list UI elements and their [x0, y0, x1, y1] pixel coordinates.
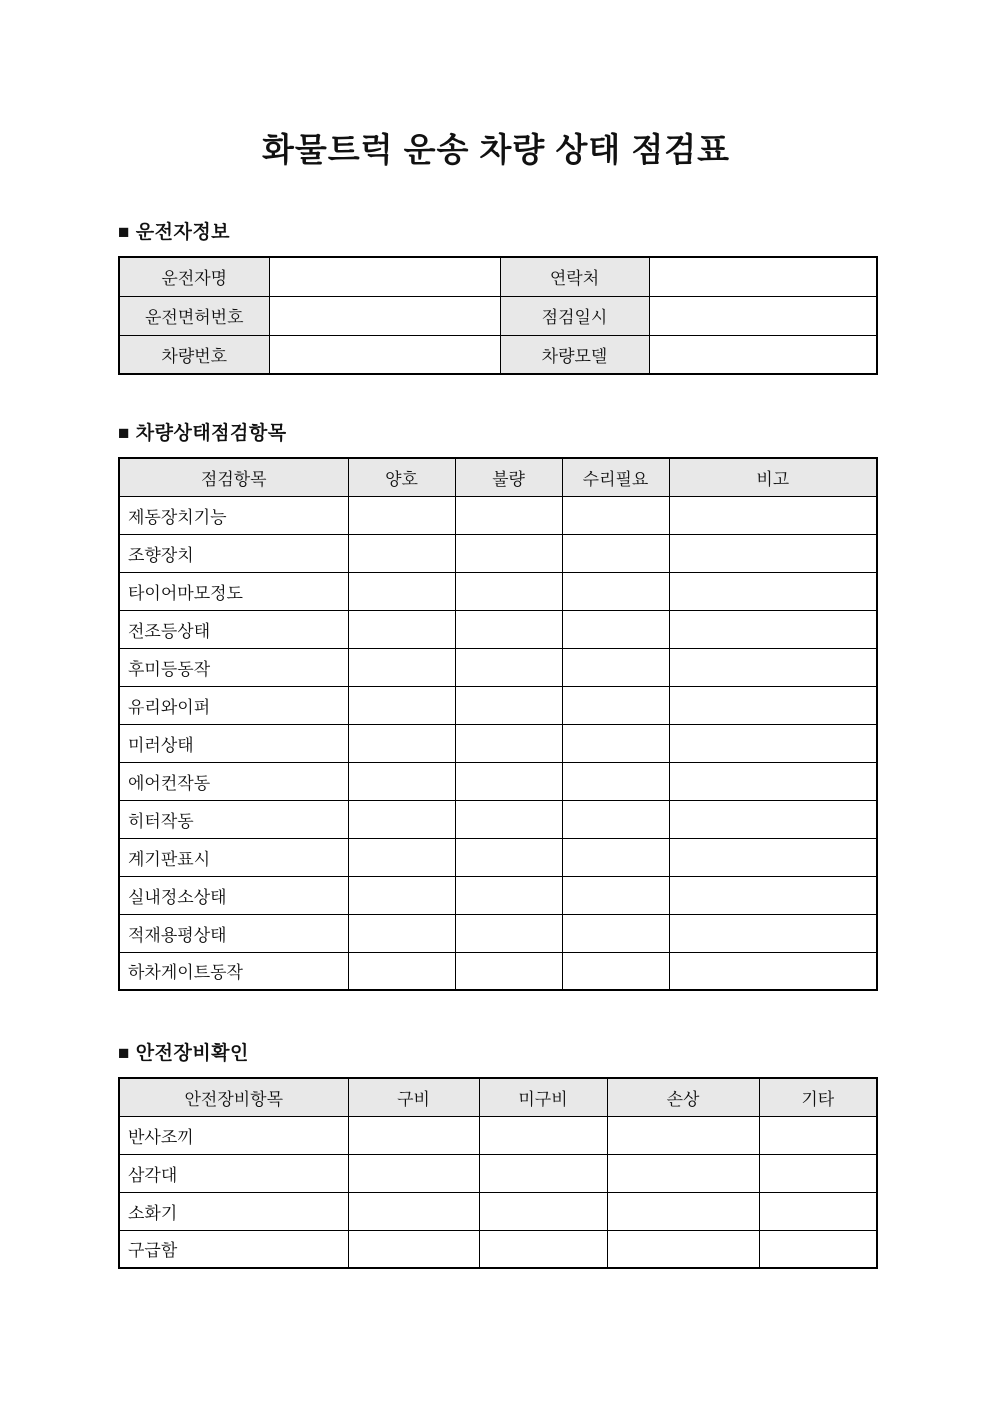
inspection-datetime-label: 점검일시 [500, 296, 649, 335]
bad-check-cell[interactable] [455, 838, 562, 876]
good-check-cell[interactable] [348, 876, 455, 914]
bad-check-cell[interactable] [455, 914, 562, 952]
not-equipped-check-cell[interactable] [479, 1230, 607, 1268]
table-row [119, 1154, 877, 1192]
table-row [119, 296, 877, 335]
check-item-label: 타이어마모정도 [119, 572, 348, 610]
safety-equipment-heading: ■ 안전장비확인 [118, 1043, 249, 1064]
column-header-damaged: 손상 [607, 1078, 759, 1116]
remarks-input-cell[interactable] [669, 762, 877, 800]
vehicle-check-heading: ■ 차량상태점검항목 [118, 423, 287, 444]
repair-check-cell[interactable] [562, 648, 669, 686]
bad-check-cell[interactable] [455, 534, 562, 572]
good-check-cell[interactable] [348, 838, 455, 876]
equipment-item-label: 삼각대 [119, 1154, 348, 1192]
remarks-input-cell[interactable] [669, 496, 877, 534]
table-row [119, 610, 877, 648]
check-item-label: 미러상태 [119, 724, 348, 762]
bad-check-cell[interactable] [455, 648, 562, 686]
table-row [119, 648, 877, 686]
contact-input-cell[interactable] [649, 257, 877, 296]
not-equipped-check-cell[interactable] [479, 1116, 607, 1154]
license-number-input-cell[interactable] [269, 296, 500, 335]
remarks-input-cell[interactable] [669, 914, 877, 952]
check-item-label: 히터작동 [119, 800, 348, 838]
safety-equipment-table [118, 1077, 878, 1269]
table-row [119, 762, 877, 800]
table-row [119, 838, 877, 876]
remarks-input-cell[interactable] [669, 800, 877, 838]
check-item-label: 제동장치기능 [119, 496, 348, 534]
check-item-label: 전조등상태 [119, 610, 348, 648]
repair-check-cell[interactable] [562, 838, 669, 876]
equipment-item-label: 반사조끼 [119, 1116, 348, 1154]
repair-check-cell[interactable] [562, 496, 669, 534]
check-item-label: 하차게이트동작 [119, 952, 348, 990]
remarks-input-cell[interactable] [669, 876, 877, 914]
other-check-cell[interactable] [759, 1154, 877, 1192]
good-check-cell[interactable] [348, 952, 455, 990]
good-check-cell[interactable] [348, 610, 455, 648]
check-item-label: 계기판표시 [119, 838, 348, 876]
repair-check-cell[interactable] [562, 800, 669, 838]
column-header-other: 기타 [759, 1078, 877, 1116]
repair-check-cell[interactable] [562, 952, 669, 990]
column-header-item: 점검항목 [119, 458, 348, 496]
good-check-cell[interactable] [348, 686, 455, 724]
driver-info-heading: ■ 운전자정보 [118, 222, 231, 243]
license-number-label: 운전면허번호 [119, 296, 269, 335]
check-item-label: 에어컨작동 [119, 762, 348, 800]
column-header-remarks: 비고 [669, 458, 877, 496]
remarks-input-cell[interactable] [669, 534, 877, 572]
table-row [119, 1192, 877, 1230]
contact-label: 연락처 [500, 257, 649, 296]
repair-check-cell[interactable] [562, 686, 669, 724]
good-check-cell[interactable] [348, 762, 455, 800]
bad-check-cell[interactable] [455, 572, 562, 610]
not-equipped-check-cell[interactable] [479, 1192, 607, 1230]
remarks-input-cell[interactable] [669, 610, 877, 648]
remarks-input-cell[interactable] [669, 838, 877, 876]
table-row [119, 724, 877, 762]
table-row [119, 876, 877, 914]
check-item-label: 조향장치 [119, 534, 348, 572]
remarks-input-cell[interactable] [669, 724, 877, 762]
vehicle-number-input-cell[interactable] [269, 335, 500, 374]
check-item-label: 유리와이퍼 [119, 686, 348, 724]
repair-check-cell[interactable] [562, 762, 669, 800]
table-row [119, 534, 877, 572]
driver-info-table [118, 256, 878, 375]
other-check-cell[interactable] [759, 1192, 877, 1230]
column-header-not-equipped: 미구비 [479, 1078, 607, 1116]
table-header-row [119, 458, 877, 496]
good-check-cell[interactable] [348, 914, 455, 952]
bad-check-cell[interactable] [455, 762, 562, 800]
table-row [119, 1230, 877, 1268]
document-body [118, 220, 876, 1269]
vehicle-number-label: 차량번호 [119, 335, 269, 374]
vehicle-model-input-cell[interactable] [649, 335, 877, 374]
not-equipped-check-cell[interactable] [479, 1154, 607, 1192]
other-check-cell[interactable] [759, 1116, 877, 1154]
document-title: 화물트럭 운송 차량 상태 점검표 [261, 131, 731, 168]
bad-check-cell[interactable] [455, 686, 562, 724]
table-row [119, 257, 877, 296]
table-header-row [119, 1078, 877, 1116]
equipped-check-cell[interactable] [348, 1192, 479, 1230]
column-header-equipped: 구비 [348, 1078, 479, 1116]
bad-check-cell[interactable] [455, 876, 562, 914]
check-item-label: 적재용평상태 [119, 914, 348, 952]
good-check-cell[interactable] [348, 724, 455, 762]
table-row [119, 914, 877, 952]
repair-check-cell[interactable] [562, 914, 669, 952]
vehicle-check-table [118, 457, 878, 991]
remarks-input-cell[interactable] [669, 648, 877, 686]
bad-check-cell[interactable] [455, 952, 562, 990]
good-check-cell[interactable] [348, 496, 455, 534]
table-row [119, 572, 877, 610]
damaged-check-cell[interactable] [607, 1192, 759, 1230]
table-row [119, 1116, 877, 1154]
inspection-datetime-input-cell[interactable] [649, 296, 877, 335]
good-check-cell[interactable] [348, 572, 455, 610]
column-header-equipment-item: 안전장비항목 [119, 1078, 348, 1116]
driver-name-input-cell[interactable] [269, 257, 500, 296]
table-row [119, 686, 877, 724]
check-item-label: 후미등동작 [119, 648, 348, 686]
column-header-bad: 불량 [455, 458, 562, 496]
table-row [119, 800, 877, 838]
repair-check-cell[interactable] [562, 534, 669, 572]
repair-check-cell[interactable] [562, 610, 669, 648]
bad-check-cell[interactable] [455, 724, 562, 762]
damaged-check-cell[interactable] [607, 1154, 759, 1192]
equipment-item-label: 소화기 [119, 1192, 348, 1230]
vehicle-model-label: 차량모델 [500, 335, 649, 374]
table-row [119, 335, 877, 374]
remarks-input-cell[interactable] [669, 952, 877, 990]
equipped-check-cell[interactable] [348, 1116, 479, 1154]
column-header-good: 양호 [348, 458, 455, 496]
remarks-input-cell[interactable] [669, 572, 877, 610]
bad-check-cell[interactable] [455, 496, 562, 534]
bad-check-cell[interactable] [455, 800, 562, 838]
repair-check-cell[interactable] [562, 724, 669, 762]
equipped-check-cell[interactable] [348, 1230, 479, 1268]
equipped-check-cell[interactable] [348, 1154, 479, 1192]
good-check-cell[interactable] [348, 800, 455, 838]
damaged-check-cell[interactable] [607, 1230, 759, 1268]
column-header-repair-needed: 수리필요 [562, 458, 669, 496]
damaged-check-cell[interactable] [607, 1116, 759, 1154]
equipment-item-label: 구급함 [119, 1230, 348, 1268]
driver-name-label: 운전자명 [119, 257, 269, 296]
repair-check-cell[interactable] [562, 572, 669, 610]
remarks-input-cell[interactable] [669, 686, 877, 724]
table-row [119, 952, 877, 990]
table-row [119, 496, 877, 534]
bad-check-cell[interactable] [455, 610, 562, 648]
repair-check-cell[interactable] [562, 876, 669, 914]
check-item-label: 실내정소상태 [119, 876, 348, 914]
good-check-cell[interactable] [348, 534, 455, 572]
good-check-cell[interactable] [348, 648, 455, 686]
other-check-cell[interactable] [759, 1230, 877, 1268]
